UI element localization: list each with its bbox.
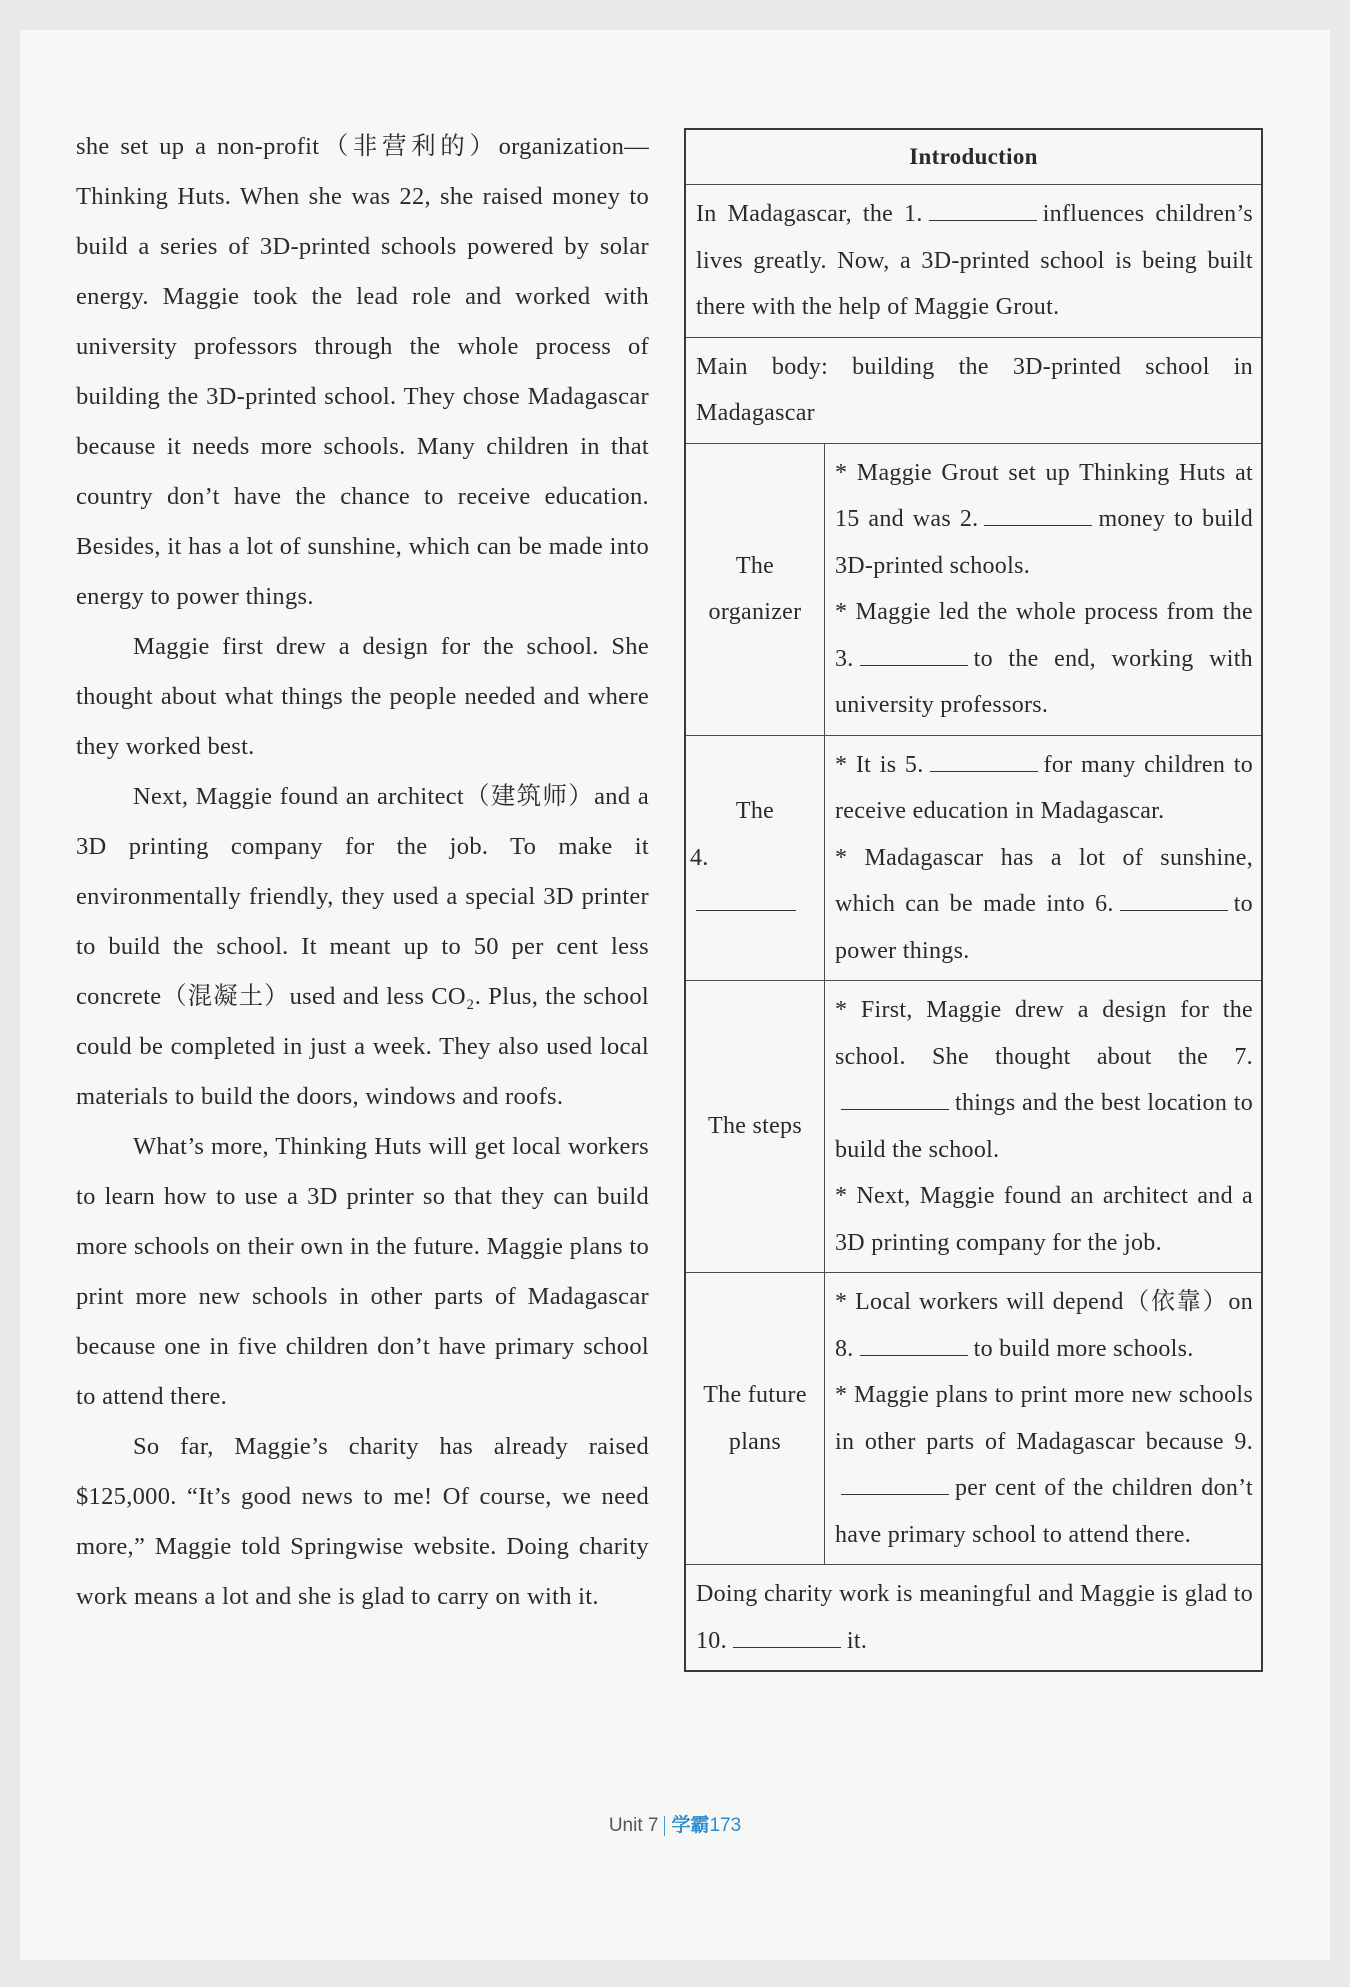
passage-paragraph: So far, Maggie’s charity has already raised $125,000. “It’s good news to me! Of course, we need more,” Maggie told Springwise website. Doing charity work means a lot and she is glad to carry on with it. [76, 1433, 649, 1610]
plans-text: * Maggie plans to print more new schools in other parts of Madagascar because 9. [835, 1382, 1253, 1455]
steps-text: * First, Maggie drew a design for the school. She thought about the 7. [835, 997, 1253, 1070]
organizer-text: to the end, working with university professors. [835, 645, 1253, 718]
reason-text: for many children to receive education in Madagascar. [835, 751, 1253, 824]
reason-label-number: 4. [690, 844, 709, 871]
unit-label: Unit 7 [608, 1815, 659, 1836]
reason-text: * Madagascar has a lot of sunshine, which can be made into 6. [835, 844, 1253, 917]
brand-logo: 学霸 [671, 1815, 710, 1836]
plans-label: The future plans [685, 1273, 825, 1565]
conclusion-text: Doing charity work is meaningful and Maggie is glad to 10. [696, 1581, 1253, 1654]
reason-text: * It is 5. [835, 751, 924, 778]
blank-4[interactable] [696, 890, 796, 911]
steps-cell [825, 981, 1263, 1273]
blank-6[interactable] [1120, 890, 1228, 911]
reason-label-blank-row [690, 835, 820, 928]
steps-text: things and the best location to build the school. [835, 1090, 1253, 1163]
summary-table-container [684, 128, 1263, 1672]
intro-text-a: In Madagascar, the 1. [696, 201, 923, 227]
blank-1[interactable] [929, 200, 1037, 221]
plans-text: to build more schools. [973, 1335, 1194, 1362]
blank-10[interactable] [733, 1627, 841, 1648]
organizer-label: The organizer [685, 443, 825, 735]
plans-text: * Local workers will depend（依靠）on 8. [835, 1289, 1253, 1362]
steps-text: * Next, Maggie found an architect and a 3D printing company for the job. [835, 1183, 1253, 1256]
summary-table [684, 128, 1263, 1672]
passage-paragraph: Maggie first drew a design for the school. She thought about what things the people needed and where they worked best. [76, 633, 649, 760]
reason-cell [825, 735, 1263, 981]
organizer-text: * Maggie led the whole process from the 3. [835, 599, 1253, 672]
passage-paragraph: What’s more, Thinking Huts will get local workers to learn how to use a 3D printer so that they can build more schools on their own in the future. Maggie plans to print more new schools in other parts of Madagascar because one in five children don’t have primary school to attend there. [76, 1133, 649, 1410]
conclusion-text: it. [846, 1627, 868, 1654]
passage-paragraph: she set up a non-profit（非营利的）organization—Thinking Huts. When she was 22, she raised money to build a series of 3D-printed schools powered by solar energy. Maggie took the lead role and worked with university professors through the whole process of building the 3D-printed school. They chose Madagascar because it needs more schools. Many children in that country don’t have the chance to receive education. Besides, it has a lot of sunshine, which can be made into energy to power things. [76, 133, 649, 610]
plans-text: per cent of the children don’t have primary school to attend there. [835, 1475, 1253, 1548]
reason-label [685, 735, 825, 981]
steps-label: The steps [685, 981, 825, 1273]
blank-9[interactable] [841, 1474, 949, 1495]
blank-7[interactable] [841, 1089, 949, 1110]
organizer-cell [825, 443, 1263, 735]
main-body-cell: Main body: building the 3D-printed school in Madagascar [685, 337, 1262, 443]
blank-8[interactable] [860, 1335, 968, 1356]
reason-label-text: The [735, 798, 775, 824]
page-number: 173 [709, 1815, 742, 1836]
footer-divider [664, 1816, 665, 1836]
workbook-page [20, 30, 1330, 1960]
intro-cell [685, 185, 1262, 338]
reason-text: to power things. [835, 891, 1253, 964]
conclusion-cell [685, 1565, 1262, 1672]
intro-text-b: influences children’s lives greatly. Now, a 3D-printed school is being built there with the help of Maggie Grout. [696, 201, 1253, 320]
table-header: Introduction [685, 129, 1262, 185]
blank-2[interactable] [984, 505, 1092, 526]
organizer-text: money to build 3D-printed schools. [835, 506, 1253, 579]
page-footer [20, 1810, 1330, 1837]
blank-5[interactable] [930, 751, 1038, 772]
passage-paragraph: Next, Maggie found an architect（建筑师）and a 3D printing company for the job. To make it environmentally friendly, they used a special 3D printer to build the school. It meant up to 50 per cent less concrete（混凝土）used and less CO₂. Plus, the school could be completed in just a week. They also used local materials to build the doors, windows and roofs. [76, 783, 649, 1110]
organizer-text: * Maggie Grout set up Thinking Huts at 15 and was 2. [835, 459, 1253, 532]
plans-cell [825, 1273, 1263, 1565]
reading-passage [76, 122, 649, 1622]
blank-3[interactable] [860, 645, 968, 666]
